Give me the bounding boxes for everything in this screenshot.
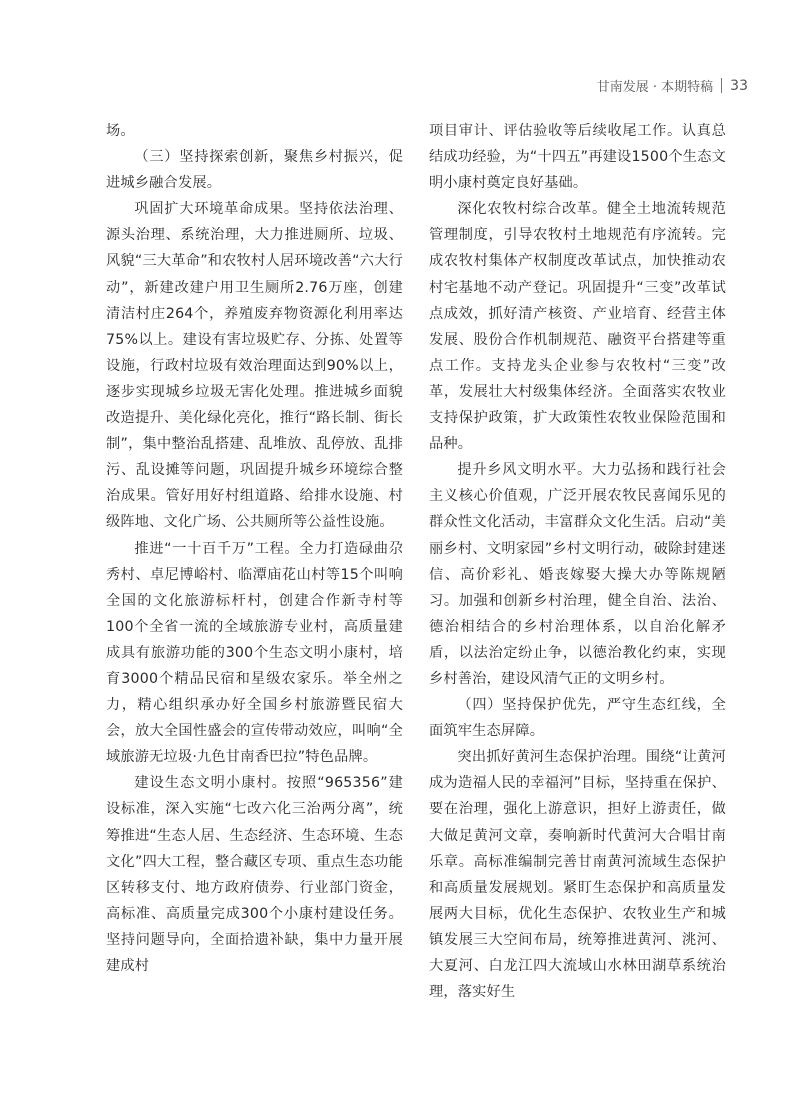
paragraph: 场。 <box>106 123 135 139</box>
paragraph: 项目审计、评估验收等后续收尾工作。认真总结成功经验，为“十四五”再建设1500个生态文明小康村奠定良好基础。 <box>429 123 726 192</box>
section-heading: （三）坚持探索创新，聚焦乡村振兴，促进城乡融合发展。 <box>106 149 403 192</box>
paragraph: 巩固扩大环境革命成果。坚持依法治理、源头治理、系统治理，大力推进厕所、垃圾、风貌“三大革命”和农牧村人居环境改善“六大行动”，新建改建户用卫生厕所2.76万座，创建清洁村庄264个，养殖废弃物资源化利用率达75%以上。建设有害垃圾贮存、分拣、处置等设施，行政村垃圾有效治理面达到90%以上，逐步实现城乡垃圾无害化处理。推进城乡面貌改造提升、美化绿化亮化，推行“路长制、街长制”，集中整治乱搭建、乱堆放、乱停放、乱排污、乱设摊等问题，巩固提升城乡环境综合整治成果。管好用好村组道路、给排水设施、村级阵地、文化广场、公共厕所等公益性设施。 <box>106 201 403 531</box>
paragraph: 推进“一十百千万”工程。全力打造碌曲尕秀村、卓尼博峪村、临潭庙花山村等15个叫响全国的文化旅游标杆村，创建合作新寺村等100个全省一流的全域旅游专业村，高质量建成具有旅游功能的300个生态文明小康村，培育3000个精品民宿和星级农家乐。举全州之力，精心组织承办好全国乡村旅游暨民宿大会，放大全国性盛会的宣传带动效应，叫响“全域旅游无垃圾·九色甘南香巴拉”特色品牌。 <box>106 540 403 766</box>
left-column <box>106 118 403 979</box>
header-title: 甘南发展 · 本期特稿 <box>596 80 714 95</box>
page-number: 33 <box>730 77 748 94</box>
paragraph: 深化农牧村综合改革。健全土地流转规范管理制度，引导农牧村土地规范有序流转。完成农牧村集体产权制度改革试点，加快推动农村宅基地不动产登记。巩固提升“三变”改革试点成效，抓好清产核资、产业培育、经营主体发展、股份合作机制规范、融资平台搭建等重点工作。支持龙头企业参与农牧村“三变”改革，发展壮大村级集体经济。全面落实农牧业支持保护政策，扩大政策性农牧业保险范围和品种。 <box>429 201 726 453</box>
paragraph: 建设生态文明小康村。按照“965356”建设标准，深入实施“七改六化三治两分离”，统筹推进“生态人居、生态经济、生态环境、生态文化”四大工程，整合藏区专项、重点生态功能区转移支付、地方政府债券、行业部门资金，高标准、高质量完成300个小康村建设任务。坚持问题导向，全面拾遗补缺，集中力量开展建成村 <box>106 775 403 974</box>
paragraph: 提升乡风文明水平。大力弘扬和践行社会主义核心价值观，广泛开展农牧民喜闻乐见的群众性文化活动，丰富群众文化生活。启动“美丽乡村、文明家园”乡村文明行动，破除封建迷信、高价彩礼、婚丧嫁娶大操大办等陈规陋习。加强和创新乡村治理，健全自治、法治、德治相结合的乡村治理体系，以自治化解矛盾，以法治定纷止争，以德治教化约束，实现乡村善治，建设风清气正的文明乡村。 <box>429 462 726 687</box>
right-column <box>429 118 726 1005</box>
running-header <box>597 76 748 95</box>
section-heading: （四）坚持保护优先，严守生态红线，全面筑牢生态屏障。 <box>429 697 726 740</box>
header-divider <box>721 78 722 93</box>
paragraph: 突出抓好黄河生态保护治理。围绕“让黄河成为造福人民的幸福河”目标，坚持重在保护、要在治理，强化上游意识，担好上游责任，做大做足黄河文章，奏响新时代黄河大合唱甘南乐章。高标准编制完善甘南黄河流域生态保护和高质量发展规划。紧盯生态保护和高质量发展两大目标，优化生态保护、农牧业生产和城镇发展三大空间布局，统筹推进黄河、洮河、大夏河、白龙江四大流域山水林田湖草系统治理，落实好生 <box>429 749 726 1001</box>
